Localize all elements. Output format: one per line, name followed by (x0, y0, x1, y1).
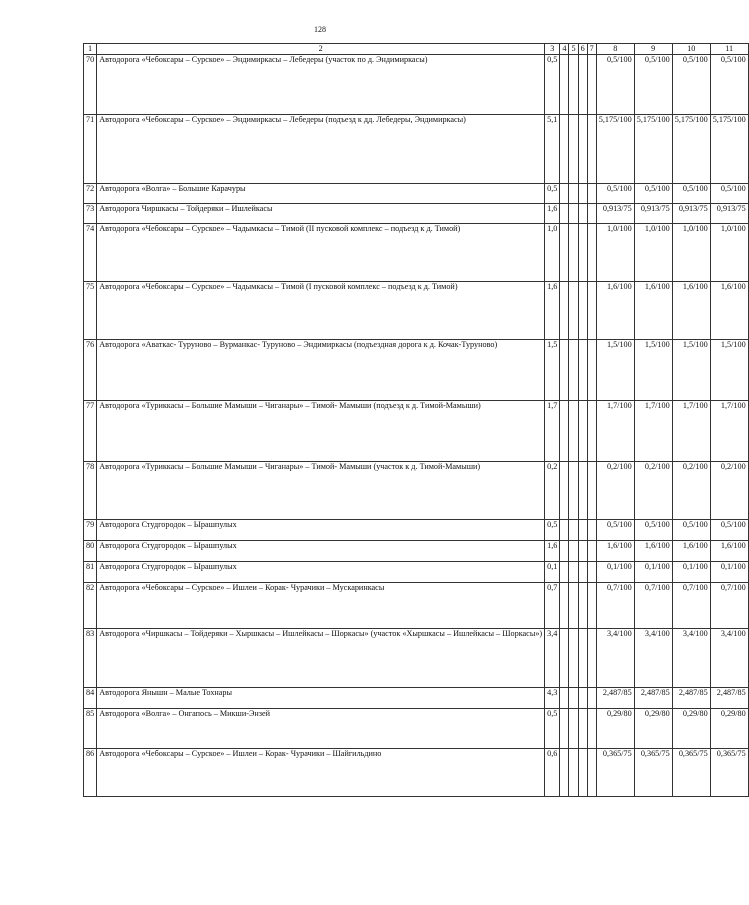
cell-col-10: 0,7/100 (672, 583, 710, 629)
cell-col-8: 0,29/80 (596, 709, 634, 749)
cell-col-1: 83 (84, 629, 97, 688)
cell-col-5 (569, 688, 578, 709)
cell-col-8: 0,2/100 (596, 462, 634, 520)
cell-col-1: 82 (84, 583, 97, 629)
cell-col-5 (569, 204, 578, 224)
cell-col-6 (578, 562, 587, 583)
col-header-1: 1 (84, 44, 97, 55)
col-header-11: 11 (710, 44, 748, 55)
col-header-3: 3 (545, 44, 560, 55)
cell-col-9: 1,6/100 (634, 541, 672, 562)
cell-col-11: 0,365/75 (710, 749, 748, 797)
cell-col-9: 0,5/100 (634, 520, 672, 541)
cell-col-7 (587, 55, 596, 115)
cell-col-11: 0,5/100 (710, 184, 748, 204)
cell-col-10: 0,365/75 (672, 749, 710, 797)
cell-col-1: 80 (84, 541, 97, 562)
cell-col-11: 1,6/100 (710, 282, 748, 340)
col-header-5: 5 (569, 44, 578, 55)
cell-col-8: 1,6/100 (596, 541, 634, 562)
cell-col-5 (569, 282, 578, 340)
cell-col-10: 0,29/80 (672, 709, 710, 749)
cell-col-10: 1,0/100 (672, 224, 710, 282)
cell-col-9: 0,7/100 (634, 583, 672, 629)
cell-col-7 (587, 688, 596, 709)
cell-col-7 (587, 282, 596, 340)
cell-col-9: 0,5/100 (634, 184, 672, 204)
cell-col-11: 0,2/100 (710, 462, 748, 520)
cell-col-11: 1,0/100 (710, 224, 748, 282)
cell-col-6 (578, 224, 587, 282)
cell-col-3: 0,5 (545, 709, 560, 749)
col-header-9: 9 (634, 44, 672, 55)
table-row (84, 184, 749, 204)
cell-col-2: Автодорога «Чиршкасы – Тойдеряки – Хыршкасы – Ишлейкасы – Шоркасы» (участок «Хыршкасы – Ишлейкасы – Шоркасы») (97, 629, 545, 688)
table-row (84, 115, 749, 184)
cell-col-6 (578, 204, 587, 224)
cell-col-7 (587, 204, 596, 224)
cell-col-1: 77 (84, 401, 97, 462)
cell-col-8: 1,7/100 (596, 401, 634, 462)
cell-col-3: 0,5 (545, 55, 560, 115)
cell-col-4 (560, 709, 569, 749)
cell-col-3: 0,1 (545, 562, 560, 583)
cell-col-10: 0,5/100 (672, 184, 710, 204)
cell-col-3: 0,2 (545, 462, 560, 520)
cell-col-2: Автодорога Чиршкасы – Тойдеряки – Ишлейкасы (97, 204, 545, 224)
cell-col-10: 1,6/100 (672, 541, 710, 562)
cell-col-7 (587, 541, 596, 562)
cell-col-5 (569, 115, 578, 184)
cell-col-5 (569, 629, 578, 688)
cell-col-4 (560, 462, 569, 520)
cell-col-6 (578, 688, 587, 709)
cell-col-5 (569, 224, 578, 282)
col-header-2: 2 (97, 44, 545, 55)
cell-col-3: 1,6 (545, 204, 560, 224)
cell-col-4 (560, 115, 569, 184)
cell-col-3: 0,5 (545, 520, 560, 541)
cell-col-11: 0,5/100 (710, 520, 748, 541)
table-row (84, 749, 749, 797)
cell-col-3: 0,6 (545, 749, 560, 797)
cell-col-1: 76 (84, 340, 97, 401)
col-header-8: 8 (596, 44, 634, 55)
cell-col-5 (569, 709, 578, 749)
cell-col-11: 1,6/100 (710, 541, 748, 562)
cell-col-4 (560, 583, 569, 629)
cell-col-9: 1,0/100 (634, 224, 672, 282)
cell-col-2: Автодорога Студгородок – Ырашпулых (97, 520, 545, 541)
cell-col-8: 1,6/100 (596, 282, 634, 340)
cell-col-1: 70 (84, 55, 97, 115)
cell-col-5 (569, 184, 578, 204)
cell-col-11: 0,913/75 (710, 204, 748, 224)
col-header-10: 10 (672, 44, 710, 55)
cell-col-8: 2,487/85 (596, 688, 634, 709)
cell-col-2: Автодорога Студгородок – Ырашпулых (97, 541, 545, 562)
cell-col-2: Автодорога «Чебоксары – Сурское» – Чадымкасы – Тимой (I пусковой комплекс – подъезд к д. Тимой) (97, 282, 545, 340)
cell-col-9: 1,5/100 (634, 340, 672, 401)
cell-col-1: 71 (84, 115, 97, 184)
cell-col-7 (587, 184, 596, 204)
cell-col-11: 0,7/100 (710, 583, 748, 629)
cell-col-1: 72 (84, 184, 97, 204)
cell-col-11: 0,29/80 (710, 709, 748, 749)
table-row (84, 520, 749, 541)
cell-col-8: 3,4/100 (596, 629, 634, 688)
cell-col-11: 0,1/100 (710, 562, 748, 583)
cell-col-6 (578, 629, 587, 688)
cell-col-10: 3,4/100 (672, 629, 710, 688)
cell-col-11: 5,175/100 (710, 115, 748, 184)
cell-col-3: 5,1 (545, 115, 560, 184)
table-row (84, 55, 749, 115)
cell-col-9: 1,6/100 (634, 282, 672, 340)
cell-col-2: Автодорога Студгородок – Ырашпулых (97, 562, 545, 583)
cell-col-3: 1,6 (545, 541, 560, 562)
cell-col-8: 1,0/100 (596, 224, 634, 282)
cell-col-2: Автодорога «Чебоксары – Сурское» – Ишлеи – Корак- Чурачики – Мускаринкасы (97, 583, 545, 629)
cell-col-1: 74 (84, 224, 97, 282)
cell-col-4 (560, 282, 569, 340)
table-row (84, 541, 749, 562)
cell-col-1: 73 (84, 204, 97, 224)
cell-col-10: 1,5/100 (672, 340, 710, 401)
cell-col-2: Автодорога «Аваткас- Туруново – Вурманкас- Туруново – Эндимиркасы (подъездная дорога к д. Кочак-Туруново) (97, 340, 545, 401)
cell-col-10: 0,2/100 (672, 462, 710, 520)
cell-col-4 (560, 340, 569, 401)
cell-col-6 (578, 282, 587, 340)
cell-col-5 (569, 462, 578, 520)
cell-col-6 (578, 55, 587, 115)
cell-col-10: 2,487/85 (672, 688, 710, 709)
col-header-4: 4 (560, 44, 569, 55)
cell-col-6 (578, 709, 587, 749)
cell-col-2: Автодорога «Туриккасы – Большие Мамыши – Чиганары» – Тимой- Мамыши (подъезд к д. Тимой-Мамыши) (97, 401, 545, 462)
cell-col-7 (587, 749, 596, 797)
cell-col-2: Автодорога Янышн – Малые Тохнары (97, 688, 545, 709)
cell-col-8: 0,5/100 (596, 184, 634, 204)
col-header-7: 7 (587, 44, 596, 55)
cell-col-4 (560, 55, 569, 115)
cell-col-4 (560, 562, 569, 583)
table-row (84, 282, 749, 340)
cell-col-8: 0,1/100 (596, 562, 634, 583)
cell-col-11: 3,4/100 (710, 629, 748, 688)
cell-col-3: 4,3 (545, 688, 560, 709)
cell-col-5 (569, 340, 578, 401)
table-row (84, 562, 749, 583)
cell-col-4 (560, 204, 569, 224)
cell-col-8: 5,175/100 (596, 115, 634, 184)
cell-col-8: 0,7/100 (596, 583, 634, 629)
cell-col-3: 1,6 (545, 282, 560, 340)
cell-col-4 (560, 520, 569, 541)
cell-col-8: 1,5/100 (596, 340, 634, 401)
table-row (84, 629, 749, 688)
cell-col-9: 0,365/75 (634, 749, 672, 797)
cell-col-1: 85 (84, 709, 97, 749)
table-row (84, 340, 749, 401)
cell-col-3: 3,4 (545, 629, 560, 688)
cell-col-6 (578, 520, 587, 541)
cell-col-4 (560, 184, 569, 204)
cell-col-5 (569, 520, 578, 541)
table-row (84, 688, 749, 709)
cell-col-7 (587, 709, 596, 749)
cell-col-9: 0,29/80 (634, 709, 672, 749)
cell-col-6 (578, 401, 587, 462)
cell-col-6 (578, 462, 587, 520)
cell-col-10: 1,7/100 (672, 401, 710, 462)
cell-col-2: Автодорога «Волга» – Онгапось – Микши-Энзей (97, 709, 545, 749)
cell-col-7 (587, 562, 596, 583)
header-row (84, 44, 749, 55)
cell-col-7 (587, 629, 596, 688)
cell-col-7 (587, 401, 596, 462)
cell-col-8: 0,5/100 (596, 520, 634, 541)
cell-col-1: 78 (84, 462, 97, 520)
cell-col-8: 0,5/100 (596, 55, 634, 115)
cell-col-1: 79 (84, 520, 97, 541)
cell-col-11: 1,7/100 (710, 401, 748, 462)
cell-col-5 (569, 749, 578, 797)
cell-col-11: 2,487/85 (710, 688, 748, 709)
table-row (84, 583, 749, 629)
cell-col-4 (560, 749, 569, 797)
cell-col-10: 0,5/100 (672, 520, 710, 541)
cell-col-2: Автодорога «Чебоксары – Сурское» – Эндимиркасы – Лебедеры (участок по д. Эндимиркасы) (97, 55, 545, 115)
cell-col-6 (578, 749, 587, 797)
cell-col-2: Автодорога «Чебоксары – Сурское» – Эндимиркасы – Лебедеры (подъезд к дд. Лебедеры, Эндимиркасы) (97, 115, 545, 184)
cell-col-6 (578, 541, 587, 562)
cell-col-9: 2,487/85 (634, 688, 672, 709)
cell-col-8: 0,913/75 (596, 204, 634, 224)
cell-col-7 (587, 462, 596, 520)
cell-col-7 (587, 340, 596, 401)
cell-col-6 (578, 184, 587, 204)
table-row (84, 224, 749, 282)
cell-col-5 (569, 401, 578, 462)
cell-col-11: 0,5/100 (710, 55, 748, 115)
cell-col-3: 0,5 (545, 184, 560, 204)
cell-col-7 (587, 115, 596, 184)
cell-col-1: 84 (84, 688, 97, 709)
cell-col-1: 75 (84, 282, 97, 340)
cell-col-10: 0,913/75 (672, 204, 710, 224)
cell-col-9: 0,2/100 (634, 462, 672, 520)
cell-col-2: Автодорога «Волга» – Большие Карачуры (97, 184, 545, 204)
cell-col-10: 5,175/100 (672, 115, 710, 184)
cell-col-10: 1,6/100 (672, 282, 710, 340)
cell-col-2: Автодорога «Чебоксары – Сурское» – Чадымкасы – Тимой (II пусковой комплекс – подъезд к д. Тимой) (97, 224, 545, 282)
cell-col-4 (560, 224, 569, 282)
table-row (84, 401, 749, 462)
cell-col-9: 5,175/100 (634, 115, 672, 184)
cell-col-3: 1,7 (545, 401, 560, 462)
cell-col-3: 1,5 (545, 340, 560, 401)
cell-col-6 (578, 340, 587, 401)
cell-col-7 (587, 520, 596, 541)
cell-col-9: 0,1/100 (634, 562, 672, 583)
cell-col-4 (560, 629, 569, 688)
cell-col-3: 1,0 (545, 224, 560, 282)
table-row (84, 204, 749, 224)
cell-col-4 (560, 688, 569, 709)
cell-col-9: 1,7/100 (634, 401, 672, 462)
col-header-6: 6 (578, 44, 587, 55)
cell-col-2: Автодорога «Чебоксары – Сурское» – Ишлеи – Корак- Чурачики – Шайгильдино (97, 749, 545, 797)
cell-col-6 (578, 583, 587, 629)
cell-col-10: 0,1/100 (672, 562, 710, 583)
cell-col-11: 1,5/100 (710, 340, 748, 401)
page-number: 128 (314, 25, 326, 34)
cell-col-9: 0,5/100 (634, 55, 672, 115)
cell-col-5 (569, 583, 578, 629)
cell-col-5 (569, 541, 578, 562)
cell-col-6 (578, 115, 587, 184)
cell-col-3: 0,7 (545, 583, 560, 629)
cell-col-10: 0,5/100 (672, 55, 710, 115)
roads-table (83, 43, 749, 797)
cell-col-1: 81 (84, 562, 97, 583)
cell-col-2: Автодорога «Туриккасы – Большие Мамыши – Чиганары» – Тимой- Мамыши (участок к д. Тимой-Мамыши) (97, 462, 545, 520)
cell-col-4 (560, 401, 569, 462)
cell-col-8: 0,365/75 (596, 749, 634, 797)
cell-col-4 (560, 541, 569, 562)
cell-col-5 (569, 55, 578, 115)
cell-col-1: 86 (84, 749, 97, 797)
table-row (84, 462, 749, 520)
table-row (84, 709, 749, 749)
cell-col-7 (587, 583, 596, 629)
cell-col-7 (587, 224, 596, 282)
cell-col-5 (569, 562, 578, 583)
cell-col-9: 3,4/100 (634, 629, 672, 688)
cell-col-9: 0,913/75 (634, 204, 672, 224)
